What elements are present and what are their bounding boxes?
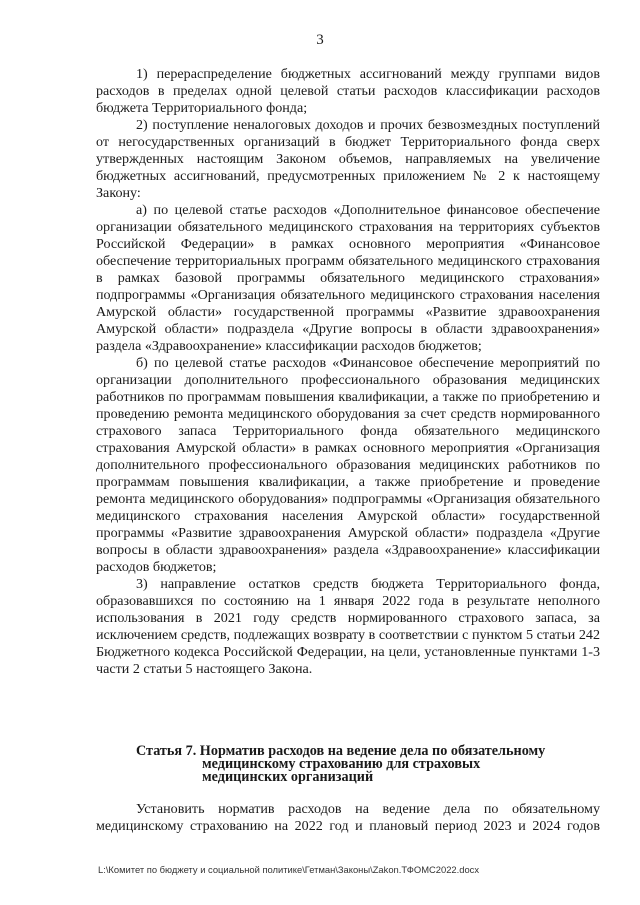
footer-file-path: L:\Комитет по бюджету и социальной политике\Гетман\Законы\Zakon.ТФОМС2022.docx	[98, 864, 480, 875]
article-7-paragraph: Установить норматив расходов на ведение дела по обязательному медицинскому страхованию на 2022 год и плановый период 2023 и 2024 годов	[96, 801, 600, 834]
paragraph-2b: б) по целевой статье расходов «Финансовое обеспечение мероприятий по организации дополнительного профессионального образования медицинских работников по программам повышения квалификации, а также по приобретению и проведению ремонта медицинского оборудования за счет средств нормированного страхового запаса Территориального фонда обязательного медицинского страхования Амурской области» в рамках основного мероприятия «Организация дополнительного профессионального образования медицинских работников по программам повышения квалификации, а также приобретение и проведение ремонта медицинского оборудования» подпрограммы «Организация обязательного медицинского страхования населения Амурской области» государственной программы «Развитие здравоохранения Амурской области» подраздела «Другие вопросы в области здравоохранения» раздела «Здравоохранение» классификации расходов бюджетов;	[96, 355, 600, 575]
article-heading-line-2: медицинскому страхованию для страховых	[202, 756, 481, 772]
article-7-body	[96, 801, 600, 835]
article-heading-line-1: Статья 7. Норматив расходов на ведение дела по обязательному	[136, 743, 546, 759]
document-body	[96, 66, 600, 678]
paragraph-2: 2) поступление неналоговых доходов и прочих безвозмездных поступлений от негосударственных организаций в бюджет Территориального фонда сверх утвержденных настоящим Законом объемов, направляемых на увеличение бюджетных ассигнований, предусмотренных приложением № 2 к настоящему Закону:	[96, 117, 600, 201]
paragraph-3: 3) направление остатков средств бюджета Территориального фонда, образовавшихся по состоянию на 1 января 2022 года в результате неполного использования в 2021 году средств нормированного страхового запаса, за исключением средств, подлежащих возврату в соответствии с пунктом 5 статьи 242 Бюджетного кодекса Российской Федерации, на цели, установленные пунктами 1-3 части 2 статьи 5 настоящего Закона.	[96, 576, 600, 677]
paragraph-1: 1) перераспределение бюджетных ассигнований между группами видов расходов в пределах одной целевой статьи расходов классификации расходов бюджета Территориального фонда;	[96, 66, 600, 116]
article-heading	[136, 745, 596, 784]
page-number: 3	[316, 32, 324, 48]
paragraph-2a: а) по целевой статье расходов «Дополнительное финансовое обеспечение организации обязательного медицинского страхования на территориях субъектов Российской Федерации» в рамках основного мероприятия «Финансовое обеспечение территориальных программ обязательного медицинского страхования в рамках базовой программы обязательного медицинского страхования» подпрограммы «Организация обязательного медицинского страхования населения Амурской области» государственной программы «Развитие здравоохранения Амурской области» подраздела «Другие вопросы в области здравоохранения» раздела «Здравоохранение» классификации расходов бюджетов;	[96, 202, 600, 354]
article-heading-line-3: медицинских организаций	[202, 769, 374, 785]
